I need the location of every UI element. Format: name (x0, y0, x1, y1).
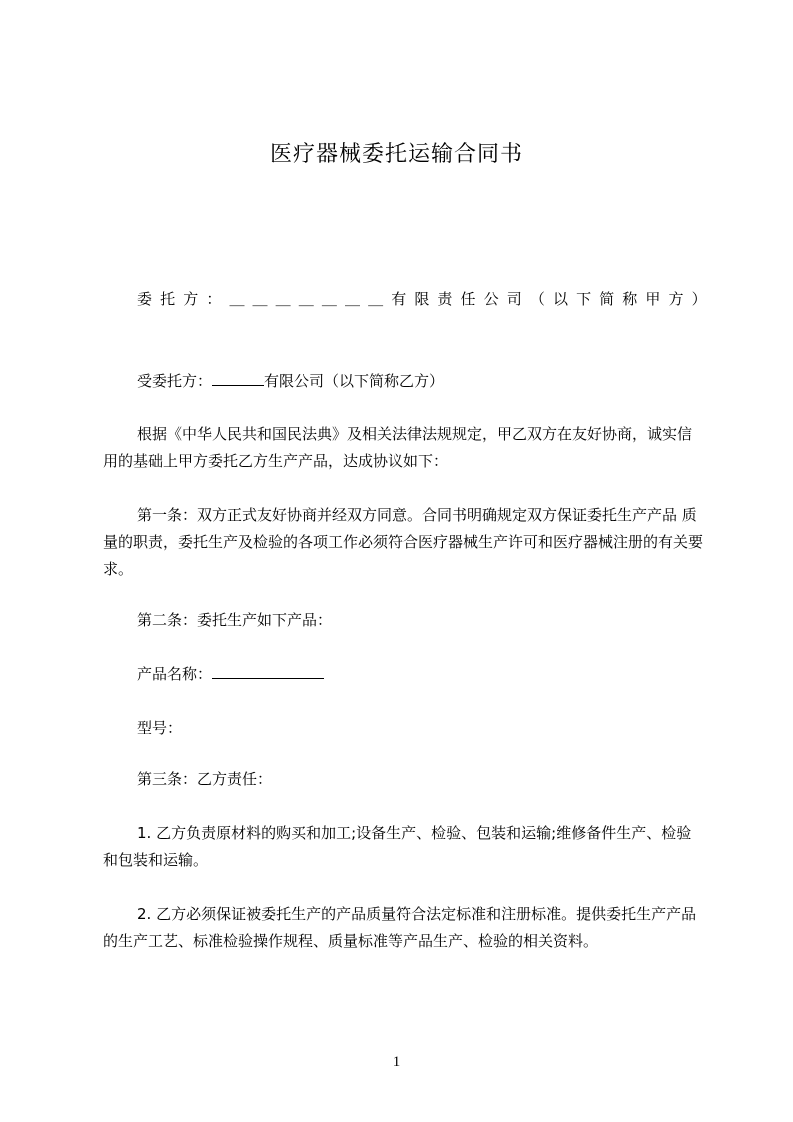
article-3-heading: 第三条：乙方责任： (137, 770, 273, 788)
party-a-char: ） (691, 290, 707, 308)
preamble-paragraph: 根据《中华人民共和国民法典》及相关法律法规规定，甲乙双方在友好协商，诚实信用的基础上甲方委托乙方生产产品，达成协议如下： (103, 425, 693, 470)
party-a-char: ＿ (344, 290, 360, 308)
party-a-char: 委 (137, 290, 153, 308)
product-name-line (137, 661, 707, 688)
party-a-char: 方 (183, 290, 199, 308)
party-a-char: ＿ (229, 290, 245, 308)
party-a-char: ＿ (368, 290, 384, 308)
party-b-prefix: 受委托方： (137, 372, 213, 390)
party-a-char: 甲 (645, 290, 661, 308)
product-name-label: 产品名称： (137, 665, 213, 683)
responsibility-item-2: 2. 乙方必须保证被委托生产的产品质量符合法定标准和注册标准。提供委托生产产品的生产工艺、标准检验操作规程、质量标准等产品生产、检验的相关资料。 (103, 905, 697, 950)
product-name-blank[interactable] (212, 664, 324, 679)
party-b-suffix: 有限公司（以下简称乙方） (264, 372, 445, 390)
article-1-paragraph: 第一条：双方正式友好协商并经双方同意。合同书明确规定双方保证委托生产产品 质量的职责，委托生产及检验的各项工作必须符合医疗器械生产许可和医疗器械注册的有关要求。 (103, 506, 704, 578)
party-a-char: ＿ (298, 290, 314, 308)
party-a-char: 公 (483, 290, 499, 308)
party-a-char: 下 (576, 290, 592, 308)
responsibility-item-1: 1. 乙方负责原材料的购买和加工;设备生产、检验、包装和运输;维修备件生产、检验和包装和运输。 (103, 824, 692, 869)
party-a-char: 限 (414, 290, 430, 308)
party-b-line (137, 368, 707, 395)
party-a-char: 以 (552, 290, 568, 308)
party-a-char: （ (529, 290, 545, 308)
model-line: 型号： (137, 719, 183, 737)
party-a-char: 简 (599, 290, 615, 308)
party-a-char: ＿ (252, 290, 268, 308)
party-a-char: 方 (668, 290, 684, 308)
page-number: 1 (392, 1054, 401, 1070)
party-a-char: ＿ (275, 290, 291, 308)
party-a-char: 任 (460, 290, 476, 308)
party-b-blank[interactable] (212, 371, 264, 386)
party-a-char: ： (206, 290, 222, 308)
party-a-char: 称 (622, 290, 638, 308)
party-a-char: 司 (506, 290, 522, 308)
page-title: 医疗器械委托运输合同书 (269, 142, 523, 167)
article-2-heading: 第二条：委托生产如下产品： (137, 611, 333, 629)
party-a-line (137, 286, 707, 313)
party-a-char: ＿ (321, 290, 337, 308)
party-a-char: 有 (391, 290, 407, 308)
party-a-char: 责 (437, 290, 453, 308)
party-a-char: 托 (160, 290, 176, 308)
